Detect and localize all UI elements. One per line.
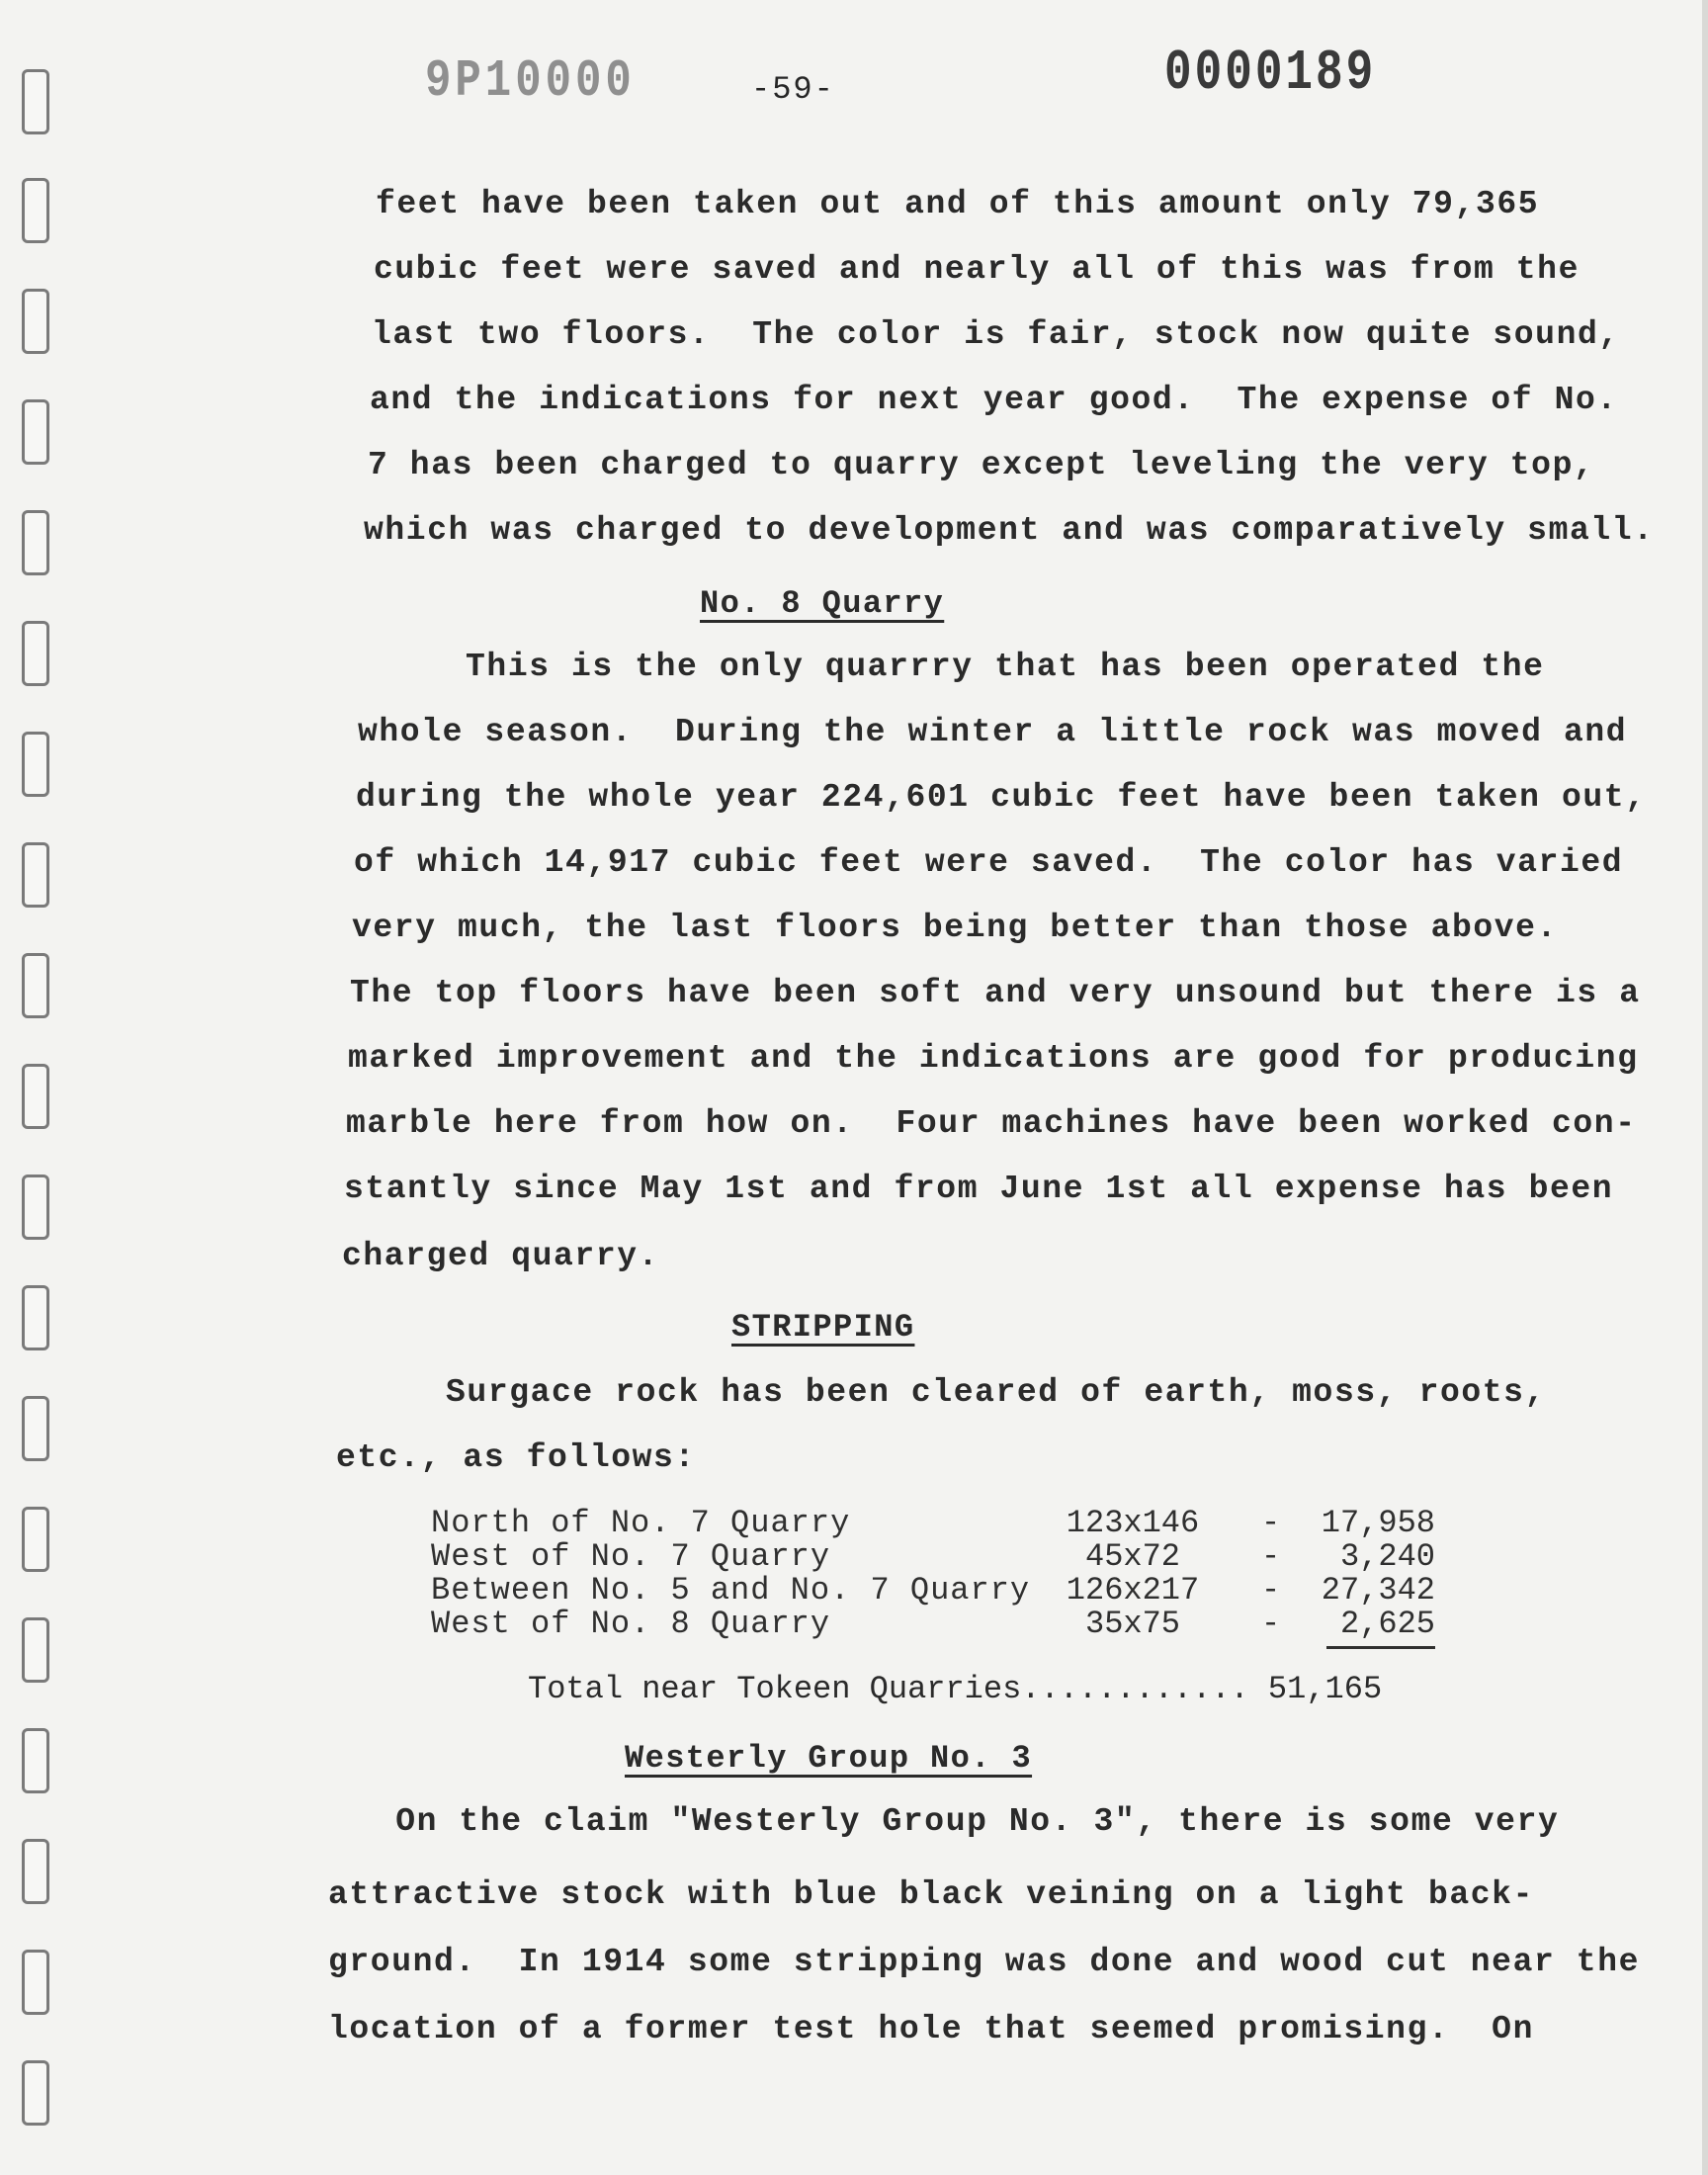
section-heading: Westerly Group No. 3 [625,1740,1033,1777]
binder-hole [22,1174,49,1240]
binder-hole [22,399,49,465]
binder-holes [22,59,61,2116]
archive-stamp-left: 9P10000 [425,52,636,112]
text-line: marked improvement and the indications are good for producing [348,1040,1639,1077]
text-line: whole season. During the winter a little rock was moved and [358,714,1628,750]
binder-hole [22,289,49,354]
text-line: feet have been taken out and of this amount only 79,365 [376,186,1540,222]
text-line: location of a former test hole that seemed promising. On [328,2011,1534,2047]
page-number: -59- [751,71,835,108]
binder-hole [22,1396,49,1461]
binder-hole [22,1507,49,1572]
text-line: etc., as follows: [336,1439,696,1476]
binder-hole [22,2060,49,2126]
page-edge [1702,0,1708,2175]
table-cell-value: 2,625 [1339,1606,1435,1642]
table-cell-dimensions: 35x75 [1084,1606,1180,1642]
text-line: very much, the last floors being better than those above. [352,910,1558,946]
binder-hole [22,1064,49,1129]
binder-hole [22,732,49,797]
binder-hole [22,1950,49,2015]
text-line: and the indications for next year good. The expense of No. [370,382,1618,418]
table-cell-location: Between No. 5 and No. 7 Quarry [431,1572,1031,1609]
table-cell-location: North of No. 7 Quarry [431,1505,851,1541]
text-line: which was charged to development and was comparatively small. [364,512,1655,549]
text-line: On the claim "Westerly Group No. 3", there is some very [332,1803,1560,1840]
text-line: ground. In 1914 some stripping was done and wood cut near the [328,1944,1640,1980]
text-line: The top floors have been soft and very unsound but there is a [350,975,1641,1011]
section-heading: No. 8 Quarry [700,585,945,622]
binder-hole [22,621,49,686]
table-cell-dimensions: 123x146 [1066,1505,1200,1541]
table-cell-value: 17,958 [1321,1505,1435,1541]
table-cell-value: 27,342 [1321,1572,1435,1609]
binder-hole [22,1617,49,1683]
binder-hole [22,953,49,1018]
archive-stamp-right: 0000189 [1164,41,1377,106]
binder-hole [22,510,49,575]
table-cell-dash: - [1261,1572,1281,1609]
table-cell-dash: - [1261,1538,1281,1575]
table-cell-dash: - [1261,1606,1281,1642]
table-cell-dash: - [1261,1505,1281,1541]
text-line: stantly since May 1st and from June 1st all expense has been [344,1171,1614,1207]
binder-hole [22,69,49,134]
sum-underline [1326,1646,1435,1649]
text-line: This is the only quarrry that has been operated the [360,649,1545,685]
binder-hole [22,842,49,908]
text-line: of which 14,917 cubic feet were saved. The color has varied [354,844,1624,881]
text-line: charged quarry. [342,1238,660,1274]
binder-hole [22,178,49,243]
text-line: 7 has been charged to quarry except leveling the very top, [368,447,1595,483]
binder-hole [22,1728,49,1793]
table-cell-dimensions: 126x217 [1066,1572,1200,1609]
table-cell-dimensions: 45x72 [1084,1538,1180,1575]
table-cell-value: 3,240 [1339,1538,1435,1575]
binder-hole [22,1839,49,1904]
table-total: Total near Tokeen Quarries............ 51,165 [528,1671,1383,1707]
section-heading: STRIPPING [731,1309,915,1346]
text-line: during the whole year 224,601 cubic feet have been taken out, [356,779,1647,816]
text-line: marble here from how on. Four machines have been worked con- [346,1105,1637,1142]
text-line: last two floors. The color is fair, stock now quite sound, [372,316,1620,353]
text-line: cubic feet were saved and nearly all of this was from the [374,251,1580,288]
table-cell-location: West of No. 8 Quarry [431,1606,831,1642]
text-line: Surgace rock has been cleared of earth, moss, roots, [340,1374,1546,1411]
binder-hole [22,1285,49,1350]
text-line: attractive stock with blue black veining on a light back- [328,1876,1534,1913]
table-cell-location: West of No. 7 Quarry [431,1538,831,1575]
